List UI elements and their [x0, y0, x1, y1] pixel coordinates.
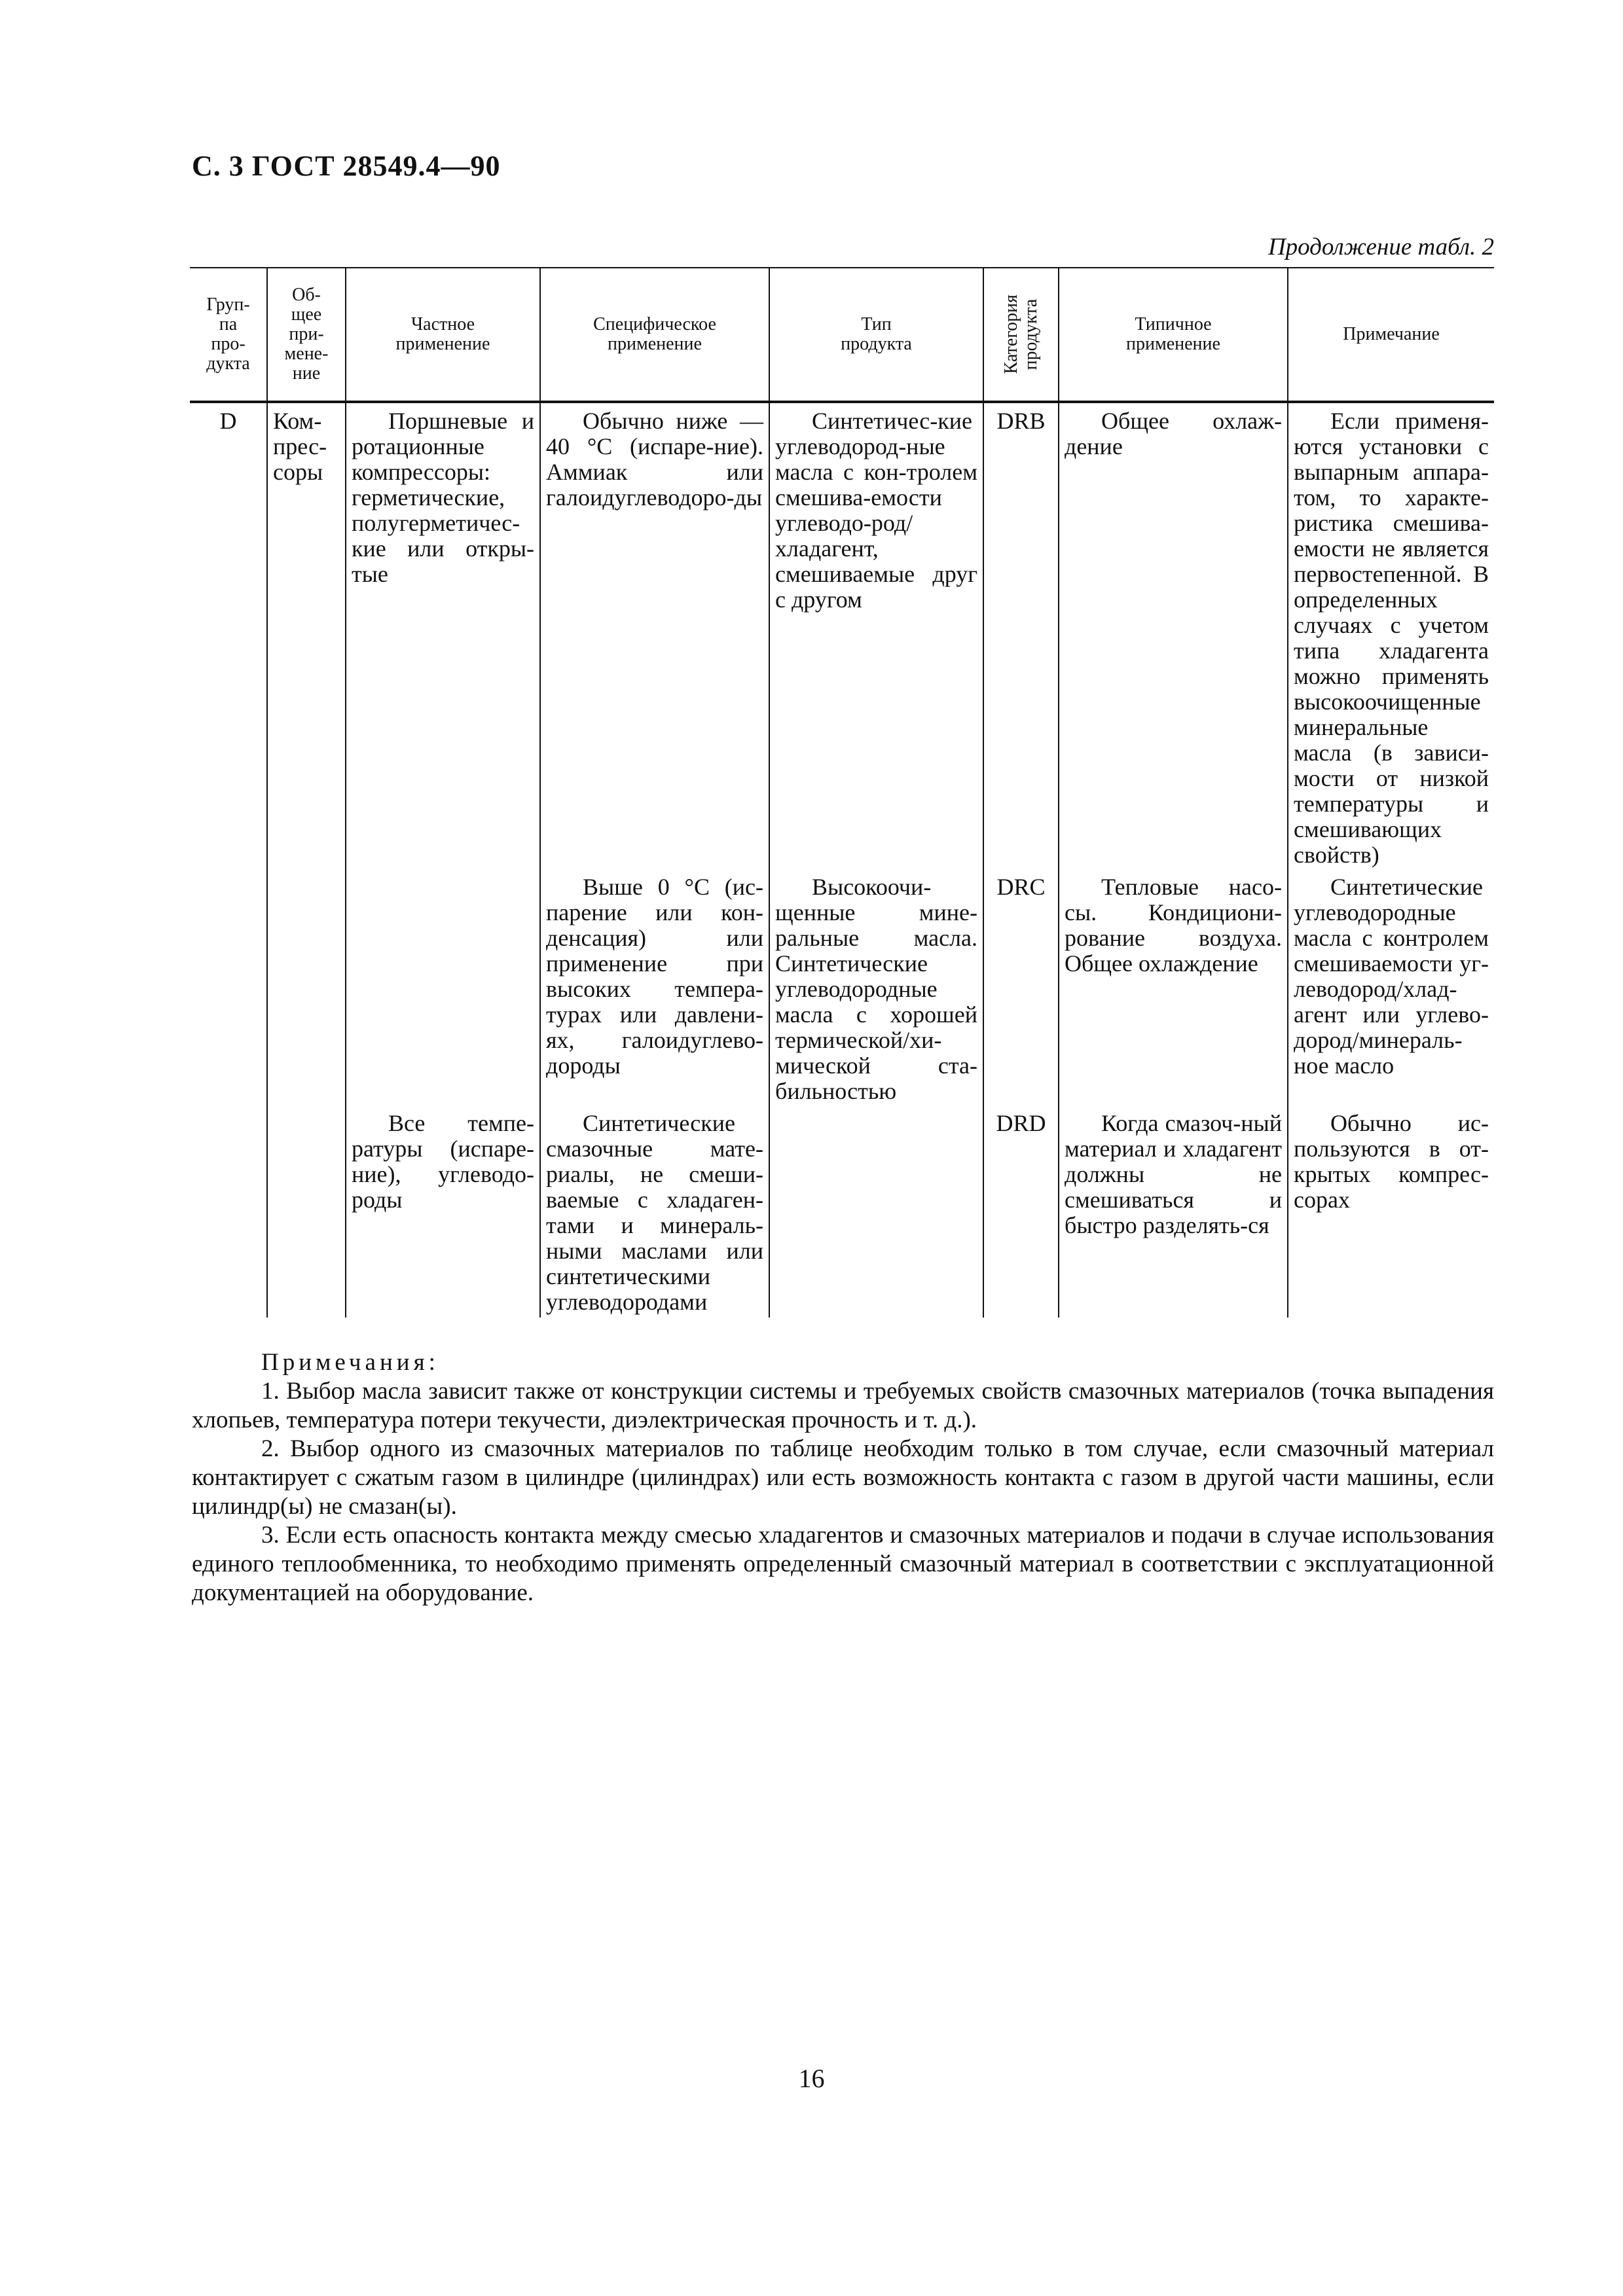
- table-row: [190, 1107, 1494, 1318]
- cell-note: Синтетические углеводородные масла с контролем смешиваемости уг-леводород/хлад-агент или углево-дород/минераль-ное масло: [1288, 870, 1494, 1107]
- cell-group: [190, 1107, 267, 1318]
- cell-general: [267, 870, 346, 1107]
- cell-type: Высокоочи-щенные мине-ральные масла. Синтетические углеводородные масла с хорошей термической/хи-мической ста-бильностью: [769, 870, 983, 1107]
- cell-typical: Когда смазоч-ный материал и хладагент должны не смешиваться и быстро разделять-ся: [1059, 1107, 1288, 1318]
- cell-general: [267, 1107, 346, 1318]
- cell-particular: Все темпе-ратуры (испаре-ние), углеводо-роды: [346, 1107, 540, 1318]
- note-item: 1. Выбор масла зависит также от конструкции системы и требуемых свойств смазочных материалов (точка выпадения хлопьев, температура потери текучести, диэлектрическая прочность и т. д.).: [192, 1378, 1494, 1433]
- cell-type: Синтетичес-кие углеводород-ные масла с кон-тролем смешива-емости углеводо-род/хладагент, смешиваемые друг с другом: [769, 402, 983, 870]
- col-header-specific: Специфическое применение: [540, 268, 769, 402]
- col-header-category: Категория продукта: [983, 268, 1059, 402]
- cell-group: [190, 870, 267, 1107]
- cell-category: DRC: [983, 870, 1059, 1107]
- cell-specific: Выше 0 °С (ис-парение или кон-денсация) или применение при высоких темпера-турах или давлени-ях, галоидуглево-дороды: [540, 870, 769, 1107]
- col-header-particular: Частное применение: [346, 268, 540, 402]
- notes-section: [192, 1348, 1494, 1607]
- cell-category: DRB: [983, 402, 1059, 870]
- cell-particular: Поршневые и ротационные компрессоры: герметические, полугерметичес-кие или откры-тые: [346, 402, 540, 870]
- col-header-general: Об- щее при- мене- ние: [267, 268, 346, 402]
- cell-specific: Обычно ниже —40 °С (испаре-ние). Аммиак или галоидуглеводоро-ды: [540, 402, 769, 870]
- page-header: С. 3 ГОСТ 28549.4—90: [192, 150, 501, 182]
- table-header-row: [190, 268, 1494, 402]
- notes-title: Примечания:: [261, 1349, 439, 1376]
- product-table: [190, 267, 1494, 1318]
- col-header-group: Груп- па про- дукта: [190, 268, 267, 402]
- cell-general: Ком- прес- соры: [267, 402, 346, 870]
- table-continuation-label: Продолжение табл. 2: [1267, 234, 1494, 260]
- cell-note: Обычно ис-пользуются в от-крытых компрес-сорах: [1288, 1107, 1494, 1318]
- cell-typical: Тепловые насо-сы. Кондициони-рование воздуха. Общее охлаждение: [1059, 870, 1288, 1107]
- cell-particular: [346, 870, 540, 1107]
- cell-category: DRD: [983, 1107, 1059, 1318]
- cell-specific: Синтетические смазочные мате-риалы, не смеши-ваемые с хладаген-тами и минераль-ными маслами или синтетическими углеводородами: [540, 1107, 769, 1318]
- page-number: 16: [798, 2064, 825, 2093]
- cell-note: Если применя-ются установки с выпарным аппара-том, то характе-ристика смешива-емости не является первостепенной. В определенных случаях с учетом типа хладагента можно применять высокоочищенные минеральные масла (в зависи-мости от низкой температуры и смешивающих свойств): [1288, 402, 1494, 870]
- col-header-note: Примечание: [1288, 268, 1494, 402]
- table-row: [190, 870, 1494, 1107]
- note-item: 2. Выбор одного из смазочных материалов по таблице необходим только в том случае, если смазочный материал контактирует с сжатым газом в цилиндре (цилиндрах) или есть возможность контакта с газом в другой части машины, если цилиндр(ы) не смазан(ы).: [192, 1435, 1494, 1520]
- col-header-typical: Типичное применение: [1059, 268, 1288, 402]
- table-row: [190, 402, 1494, 870]
- cell-group: D: [219, 408, 237, 434]
- note-item: 3. Если есть опасность контакта между смесью хладагентов и смазочных материалов и подачи в случае использования единого теплообменника, то необходимо применять определенный смазочный материал в соответствии с эксплуатационной документацией на оборудование.: [192, 1522, 1494, 1606]
- col-header-type: Тип продукта: [769, 268, 983, 402]
- cell-type: [769, 1107, 983, 1318]
- cell-typical: Общее охлаж-дение: [1059, 402, 1288, 870]
